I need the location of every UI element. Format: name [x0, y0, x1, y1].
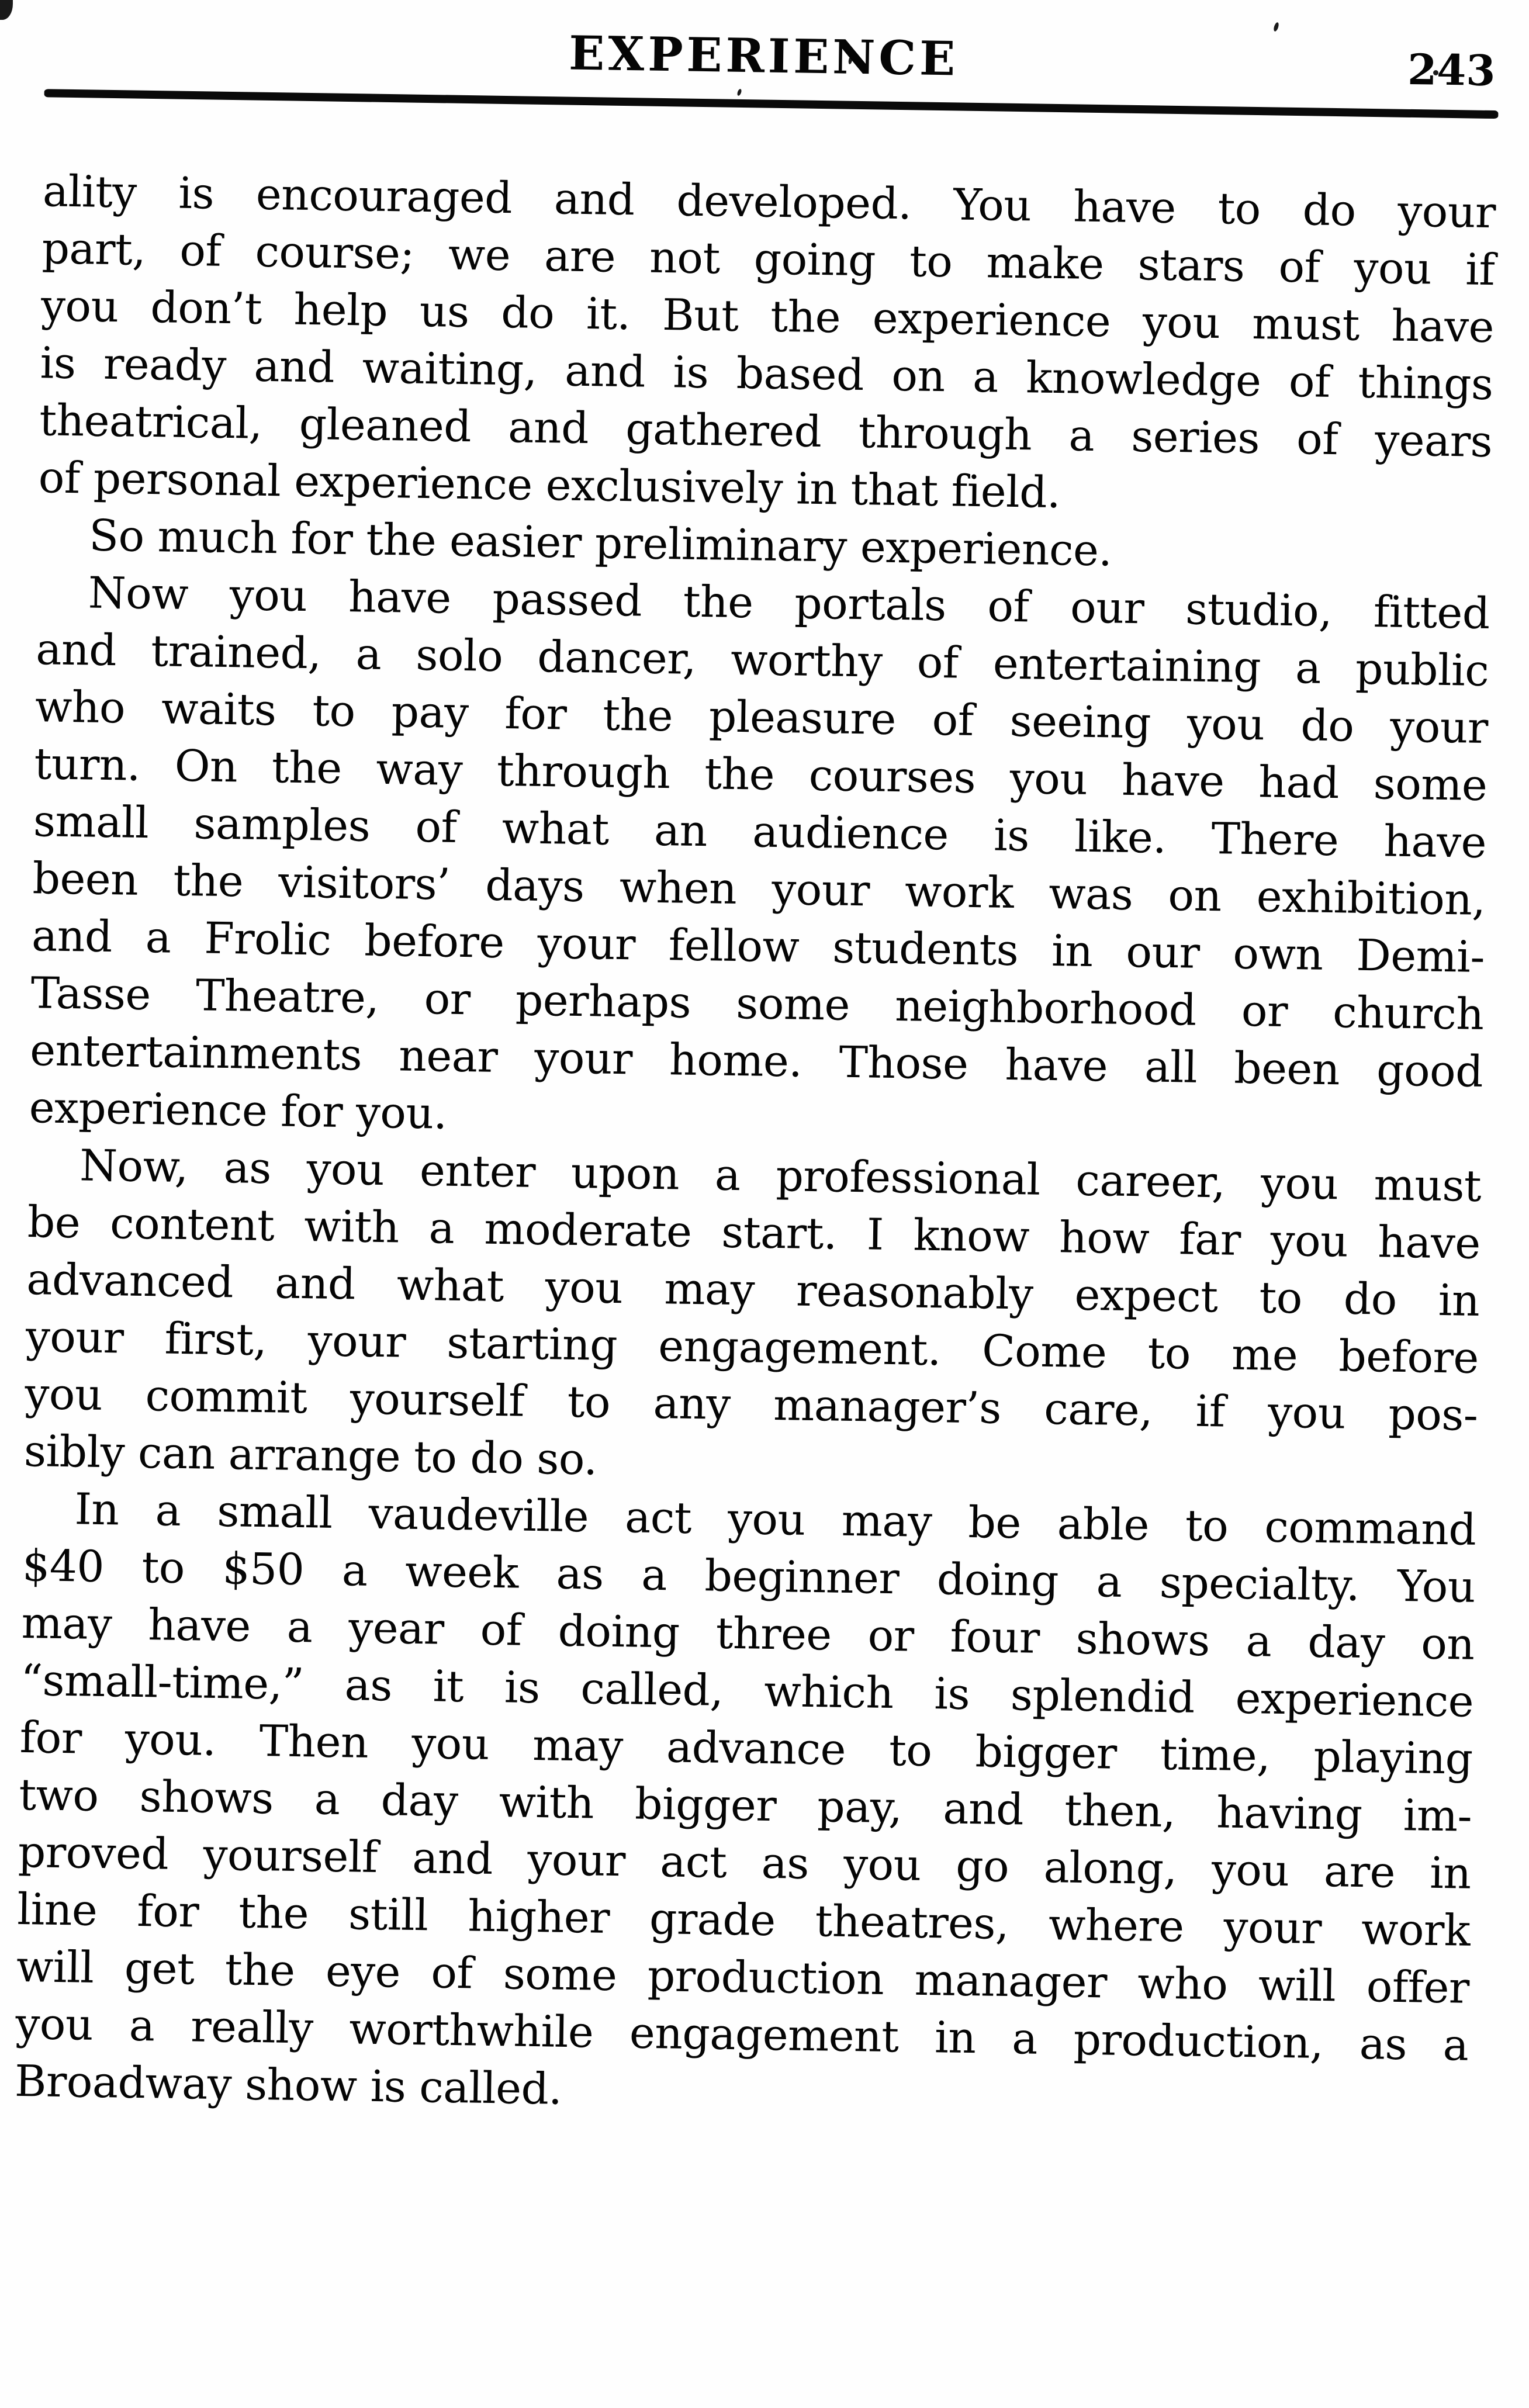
text-line: and trained, a solo dancer, worthy of entertaining a public	[35, 624, 1489, 697]
text-body	[14, 162, 1496, 2132]
text-line: sibly can arrange to do so.	[23, 1426, 598, 1485]
running-head-title: EXPERIENCE	[568, 25, 959, 87]
page-number: 243	[1407, 44, 1496, 96]
text-line: and a Frolic before your fellow students in our own Demi-	[31, 911, 1485, 982]
text-line: you a really worthwhile engagement in a production, as a	[15, 1998, 1469, 2071]
text-line: is ready and waiting, and is based on a knowledge of things	[40, 338, 1494, 410]
text-line: of personal experience exclusively in that field.	[38, 452, 1061, 518]
page-header	[0, 0, 1529, 96]
header-rule	[44, 89, 1499, 119]
text-line: for you. Then you may advance to bigger time, playing	[19, 1712, 1473, 1784]
text-line: may have a year of doing three or four shows a day on	[21, 1597, 1475, 1670]
text-line: $40 to $50 a week as a beginner doing a specialty. You	[22, 1540, 1476, 1613]
text-line: you commit yourself to any manager’s care, if you pos-	[24, 1369, 1478, 1441]
text-line: Broadway show is called.	[14, 2056, 563, 2115]
text-line: been the visitors’ days when your work was on exhibition,	[32, 853, 1486, 925]
text-line: “small-time,” as it is called, which is splendid experience	[20, 1655, 1474, 1727]
text-line: experience for you.	[29, 1082, 448, 1139]
text-line: So much for the easier preliminary experience.	[88, 510, 1113, 576]
text-line: small samples of what an audience is like. There have	[33, 796, 1487, 868]
text-line: line for the still higher grade theatres, where your work	[16, 1884, 1471, 1956]
text-line: proved yourself and your act as you go along, you are in	[18, 1826, 1472, 1899]
text-line: who waits to pay for the pleasure of seeing you do your	[34, 681, 1489, 754]
text-line: will get the eye of some production manager who will offer	[16, 1941, 1470, 2013]
text-line: two shows a day with bigger pay, and then, having im-	[18, 1769, 1472, 1842]
text-line: Tasse Theatre, or perhaps some neighborhood or church	[30, 968, 1485, 1040]
text-line: theatrical, gleaned and gathered through a series of years	[39, 395, 1493, 468]
text-line: advanced and what you may reasonably expect to do in	[26, 1254, 1480, 1326]
text-line: Now you have passed the portals of our studio, fitted	[88, 568, 1490, 639]
text-line: be content with a moderate start. I know how far you have	[27, 1197, 1481, 1269]
text-line: Now, as you enter upon a professional career, you must	[79, 1140, 1482, 1212]
text-line: your first, your starting engagement. Come to me before	[25, 1312, 1479, 1383]
text-line: part, of course; we are not going to make stars of you if	[41, 223, 1496, 296]
text-line: ality is encouraged and developed. You have to do your	[42, 166, 1496, 238]
text-line: you don’t help us do it. But the experience you must have	[40, 281, 1495, 353]
text-line: In a small vaudeville act you may be able to command	[74, 1484, 1477, 1555]
text-line: entertainments near your home. Those have all been good	[29, 1025, 1483, 1097]
text-line: turn. On the way through the courses you have had some	[33, 739, 1488, 811]
